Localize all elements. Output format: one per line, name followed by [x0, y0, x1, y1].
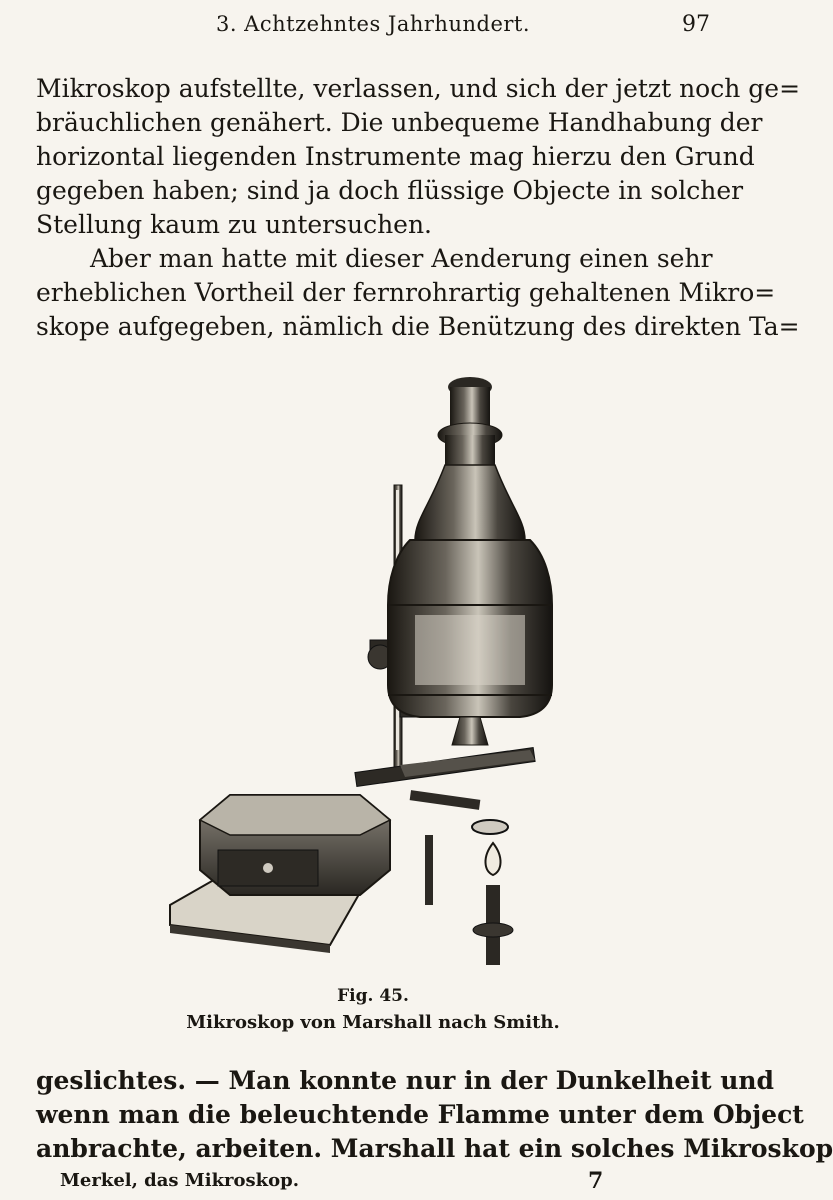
paragraph-2	[36, 242, 800, 344]
continuation-paragraph	[36, 1064, 833, 1166]
text-line: Aber man hatte mit dieser Aenderung einen sehr	[90, 244, 713, 273]
text-line: erheblichen Vortheil der fernrohrartig gehaltenen Mikro=	[36, 278, 776, 307]
text-line: horizontal liegenden Instrumente mag hierzu den Grund	[36, 142, 755, 171]
footer-title: Merkel, das Mikroskop.	[60, 1170, 299, 1191]
running-title: 3. Achtzehntes Jahrhundert.	[215, 12, 531, 36]
microscope-illustration	[160, 365, 600, 975]
figure-number: Fig. 45.	[337, 986, 409, 1006]
text-line: gegeben haben; sind ja doch flüssige Objecte in solcher	[36, 176, 744, 205]
page-footer	[60, 1170, 700, 1198]
figure-caption: Mikroskop von Marshall nach Smith.	[186, 1012, 560, 1033]
text-line: anbrachte, arbeiten. Marshall hat ein solches Mikroskop	[36, 1134, 833, 1163]
signature-mark: 7	[588, 1168, 604, 1194]
page-number: 97	[682, 12, 710, 37]
running-header	[36, 12, 710, 44]
text-line: bräuchlichen genähert. Die unbequeme Handhabung der	[36, 108, 763, 137]
text-line: geslichtes. — Man konnte nur in der Dunkelheit und	[36, 1066, 775, 1095]
paragraph-1	[36, 72, 801, 242]
text-line: Stellung kaum zu untersuchen.	[36, 210, 433, 239]
text-line: skope aufgegeben, nämlich die Benützung des direkten Ta=	[36, 312, 800, 341]
text-line: wenn man die beleuchtende Flamme unter dem Object	[36, 1100, 804, 1129]
text-line: Mikroskop aufstellte, verlassen, und sich der jetzt noch ge=	[36, 74, 801, 103]
